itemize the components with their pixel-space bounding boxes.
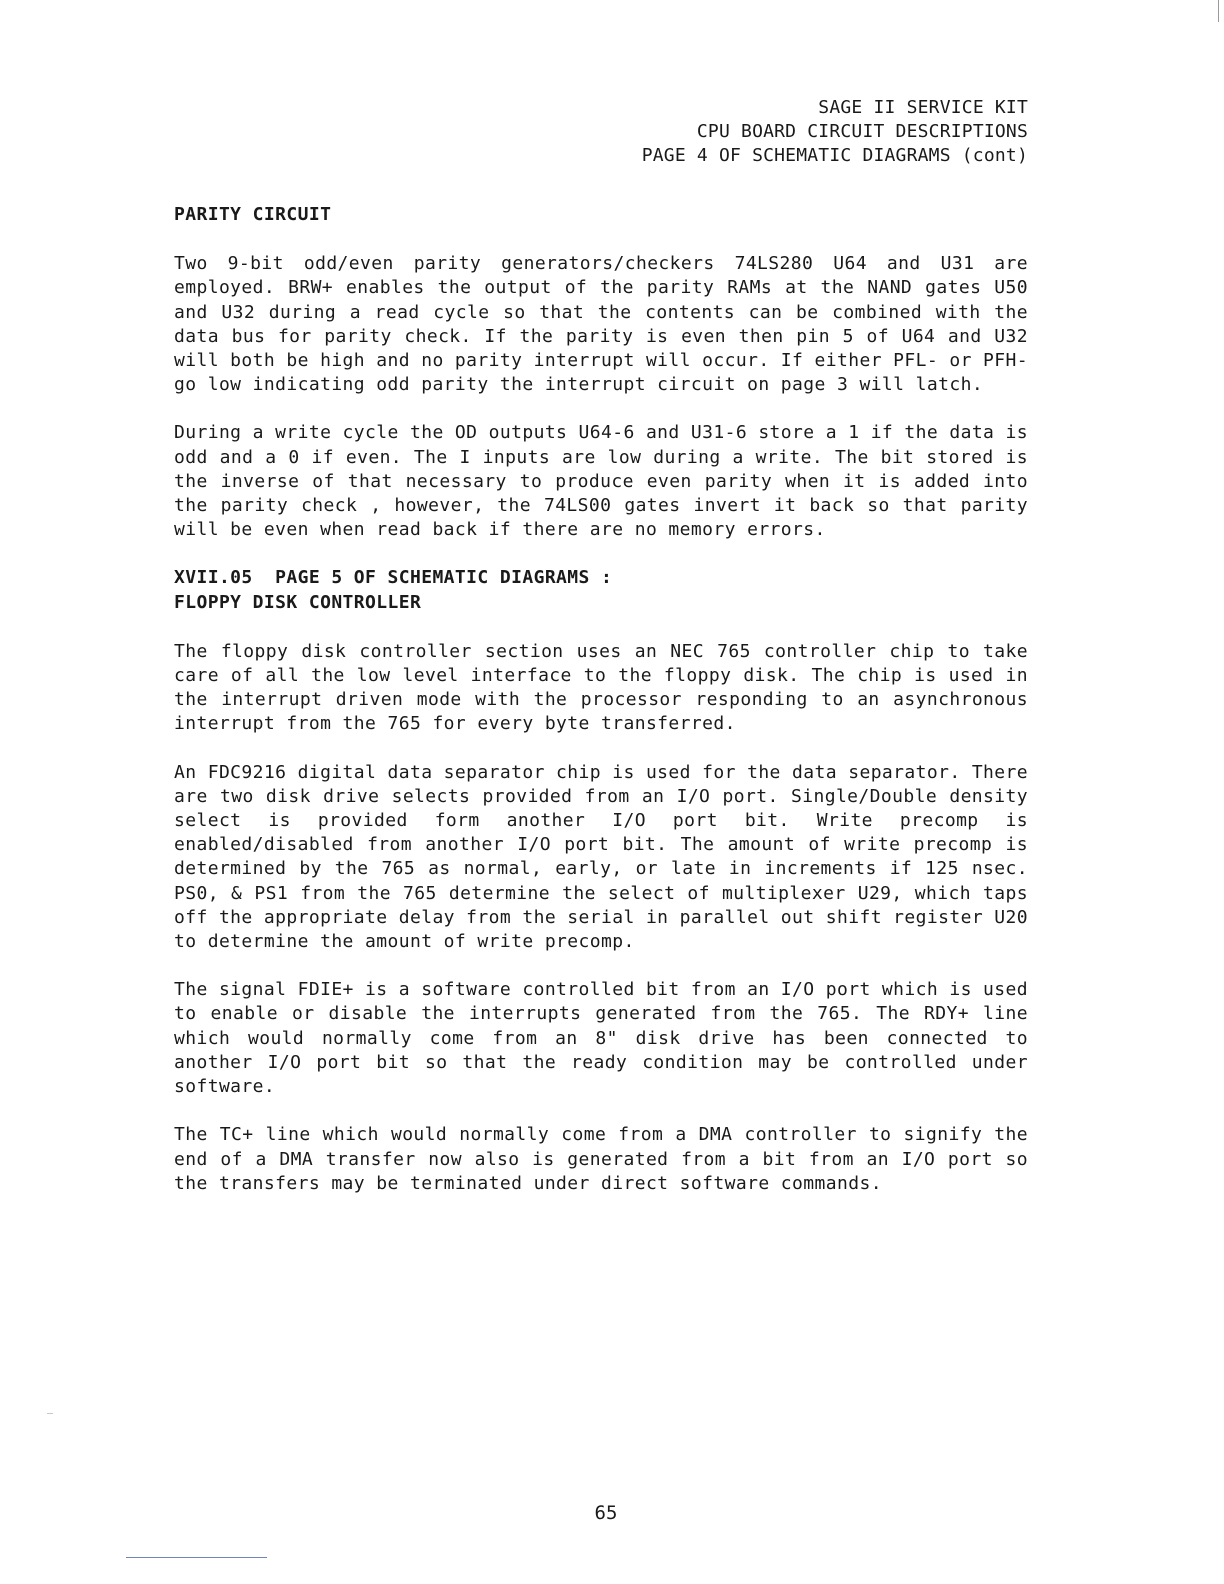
page-number: 65 [594, 1502, 618, 1524]
floppy-section-heading-line-2: FLOPPY DISK CONTROLLER [174, 591, 422, 613]
header-line-1: SAGE II SERVICE KIT [818, 97, 1028, 118]
floppy-paragraph-3: The signal FDIE+ is a software controlled bit from an I/O port which is used to enable or disable the interrupts generated from the 765. The RDY+ line which would normally come from an 8" disk drive has been connected to another I/O port bit so that the ready condition may be controlled under software. [174, 979, 1029, 1098]
header-line-2: CPU BOARD CIRCUIT DESCRIPTIONS [696, 121, 1028, 142]
floppy-paragraph-1: The floppy disk controller section uses an NEC 765 controller chip to take care of all the low level interface to the floppy disk. The chip is used in the interrupt driven mode with the processor responding to an asynchronous interrupt from the 765 for every byte transferred. [174, 640, 1028, 735]
floppy-paragraph-4: The TC+ line which would normally come from a DMA controller to signify the end of a DMA transfer now also is generated from a bit from an I/O port so the transfers may be terminated under direct software commands. [174, 1124, 1028, 1194]
floppy-section-heading-line-1: XVII.05 PAGE 5 OF SCHEMATIC DIAGRAMS : [174, 567, 613, 589]
floppy-paragraph-2: An FDC9216 digital data separator chip is used for the data separator. There are two disk drive selects provided from an I/O port. Single/Double density select is provided form another I/O port bit. Write precomp is enabled/disabled from another I/O port bit. The amount of write precomp is determined by the 765 as normal, early, or late in increments if 125 nsec. PS0, & PS1 from the 765 determine the select of multiplexer U29, which taps off the appropriate delay from the serial in parallel out shift register U20 to determine the amount of write precomp. [174, 761, 1029, 953]
parity-paragraph-2: During a write cycle the OD outputs U64-6 and U31-6 store a 1 if the data is odd and a 0 if even. The I inputs are low during a write. The bit stored is the inverse of that necessary to produce even parity when it is added into the parity check , however, the 74LS00 gates invert it back so that parity will be even when read back if there are no memory errors. [174, 422, 1029, 541]
header-line-3: PAGE 4 OF SCHEMATIC DIAGRAMS (cont) [641, 145, 1028, 166]
page-header [642, 96, 1028, 168]
scan-edge-mark [1218, 0, 1219, 22]
footer-rule [126, 1557, 267, 1558]
parity-circuit-heading: PARITY CIRCUIT [174, 204, 332, 225]
document-body [174, 203, 1028, 1196]
parity-paragraph-1: Two 9-bit odd/even parity generators/checkers 74LS280 U64 and U31 are employed. BRW+ enables the output of the parity RAMs at the NAND gates U50 and U32 during a read cycle so that the contents can be combined with the data bus for parity check. If the parity is even then pin 5 of U64 and U32 will both be high and no parity interrupt will occur. If either PFL- or PFH- go low indicating odd parity the interrupt circuit on page 3 will latch. [174, 253, 1029, 396]
scan-speck [47, 1413, 53, 1414]
